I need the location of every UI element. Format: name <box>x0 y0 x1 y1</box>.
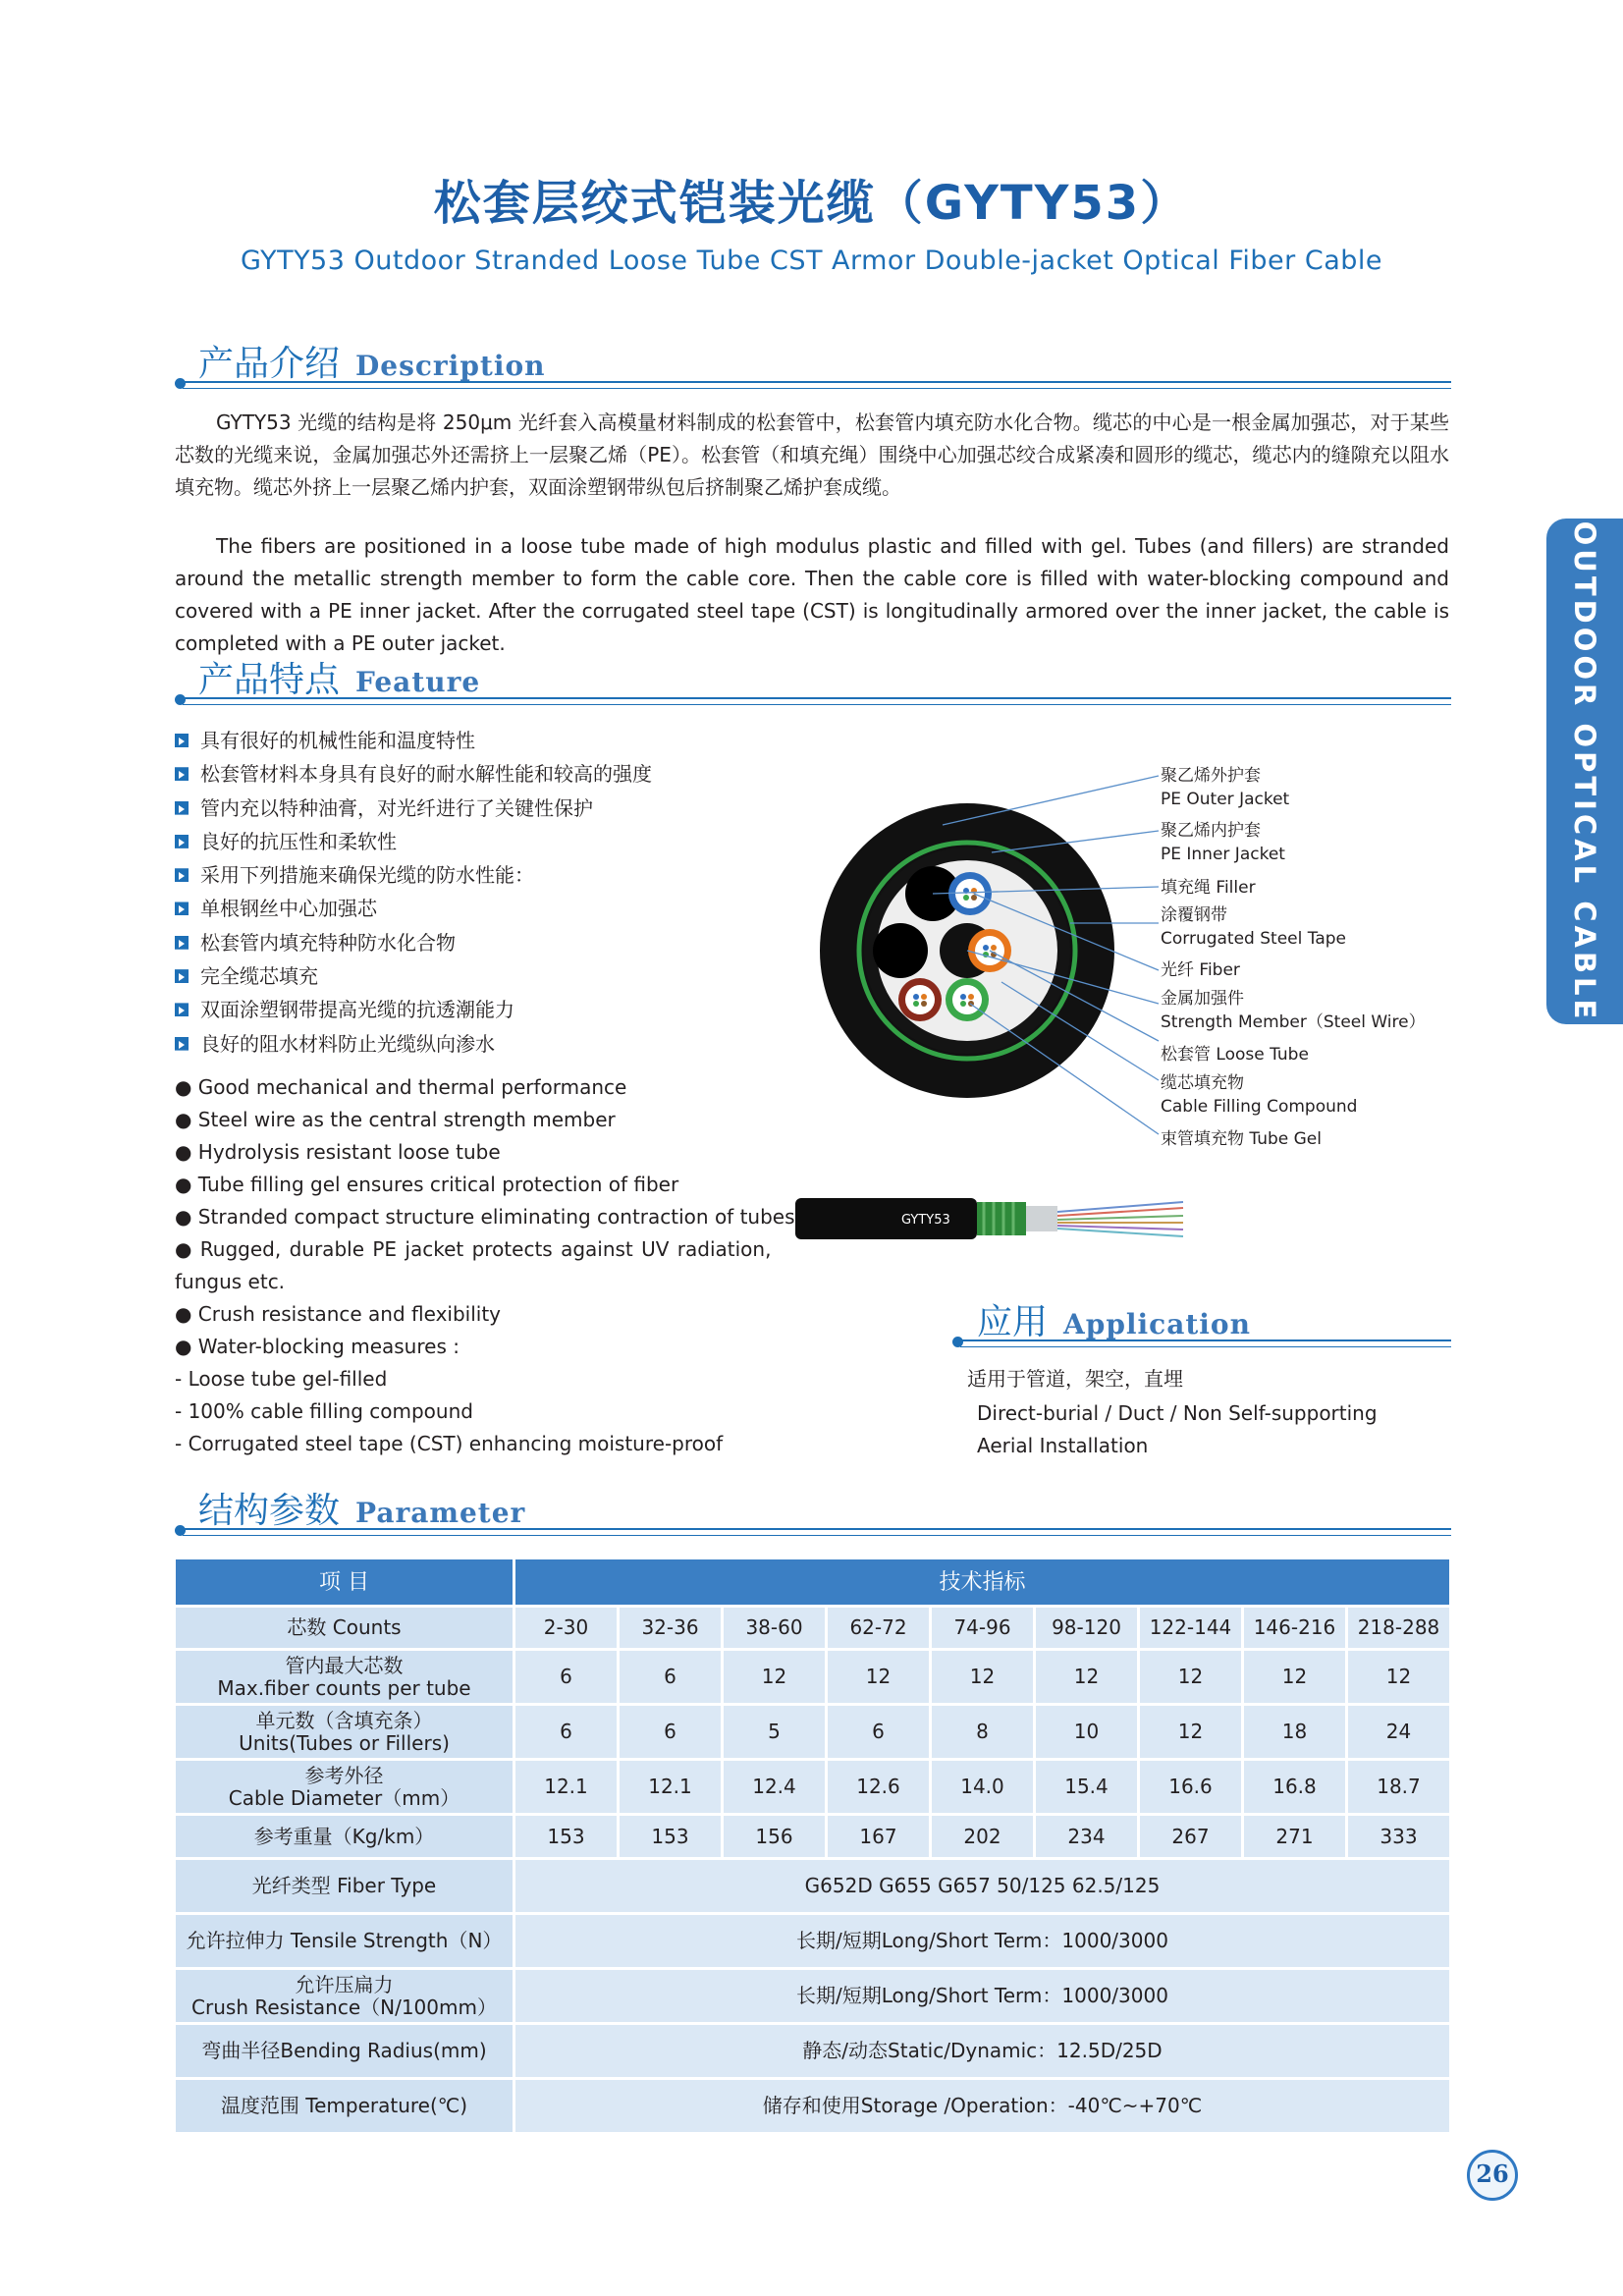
application-heading-en: Application <box>1063 1308 1251 1340</box>
diagram-label: 填充绳 Filler <box>1161 878 1256 898</box>
cable-cross-section <box>785 746 1178 1178</box>
diagram-label: 松套管 Loose Tube <box>1161 1045 1309 1065</box>
section-divider <box>183 381 1451 389</box>
feature-list-cn <box>175 724 764 1061</box>
parameter-heading-cn: 结构参数 <box>198 1491 341 1531</box>
page-title: 松套层绞式铠装光缆（GYTY53） <box>433 176 1190 231</box>
list-item: ● Crush resistance and flexibility <box>175 1302 502 1326</box>
table-row: 参考外径 Cable Diameter（mm） 12.1 12.1 12.4 12.6 14.0 15.4 16.6 16.8 18.7 <box>176 1761 1449 1813</box>
section-divider <box>183 1528 1451 1536</box>
list-item: ● Hydrolysis resistant loose tube <box>175 1140 501 1164</box>
list-item: ● Tube filling gel ensures critical protection of fiber <box>175 1173 679 1196</box>
section-divider <box>960 1339 1451 1347</box>
diagram-label: 束管填充物 Tube Gel <box>1161 1129 1322 1149</box>
list-item: 管内充以特种油膏，对光纤进行了关键性保护 <box>175 792 764 825</box>
table-row: 芯数 Counts 2-30 32-36 38-60 62-72 74-96 98-120 122-144 146-216 218-288 <box>176 1608 1449 1648</box>
table-row: 参考重量（Kg/km） 153 153 156 167 202 234 267 271 333 <box>176 1816 1449 1857</box>
description-heading-cn: 产品介绍 <box>198 344 341 384</box>
diagram-label: 聚乙烯外护套 PE Outer Jacket <box>1161 766 1290 809</box>
cable-print: GYTY53 <box>901 1213 950 1228</box>
application-text-en-2: Aerial Installation <box>977 1434 1149 1457</box>
description-en: The fibers are positioned in a loose tube made of high modulus plastic and filled with gel. Tubes (and fillers) are stranded around the metallic strength member to form the cable core. Then the cable core is filled with water-blocking compound and covered with a PE inner jacket. After the corrugated steel tape (CST) is longitudinally armored over the inner jacket, the cable is completed with a PE outer jacket. <box>175 534 1449 655</box>
side-tab-label: OUTDOOR OPTICAL CABLE <box>1568 520 1601 1022</box>
table-row: 允许拉伸力 Tensile Strength（N） 长期/短期Long/Short Term：1000/3000 <box>176 1915 1449 1967</box>
table-row: 允许压扁力 Crush Resistance（N/100mm） 长期/短期Long/Short Term：1000/3000 <box>176 1970 1449 2022</box>
table-row: 温度范围 Temperature(℃) 储存和使用Storage /Operation：-40℃~+70℃ <box>176 2080 1449 2132</box>
table-header-item: 项 目 <box>176 1559 513 1605</box>
list-item: - Corrugated steel tape (CST) enhancing moisture-proof <box>175 1432 724 1455</box>
list-item: 采用下列措施来确保光缆的防水性能： <box>175 858 764 892</box>
cable-side-view <box>795 1192 1188 1247</box>
list-item: ● Steel wire as the central strength member <box>175 1108 616 1131</box>
section-divider <box>183 697 1451 705</box>
description-heading-en: Description <box>355 350 546 382</box>
feature-heading <box>198 652 480 702</box>
diagram-label: 金属加强件 Strength Member（Steel Wire） <box>1161 989 1426 1032</box>
page-number: 26 <box>1467 2150 1518 2201</box>
table-row: 光纤类型 Fiber Type G652D G655 G657 50/125 62.5/125 <box>176 1860 1449 1912</box>
list-item: 松套管材料本身具有良好的耐水解性能和较高的强度 <box>175 757 764 791</box>
application-text-en-1: Direct-burial / Duct / Non Self-supporting <box>977 1401 1378 1425</box>
list-item: fungus etc. <box>175 1270 286 1293</box>
list-item: 单根钢丝中心加强芯 <box>175 892 764 925</box>
parameter-heading <box>198 1483 525 1533</box>
list-item: 良好的阻水材料防止光缆纵向渗水 <box>175 1027 764 1061</box>
application-heading-cn: 应用 <box>977 1302 1049 1342</box>
parameter-heading-en: Parameter <box>355 1497 526 1529</box>
diagram-label: 缆芯填充物 Cable Filling Compound <box>1161 1073 1358 1117</box>
diagram-label: 聚乙烯内护套 PE Inner Jacket <box>1161 821 1285 864</box>
list-item: - Loose tube gel-filled <box>175 1367 388 1391</box>
list-item: ● Stranded compact structure eliminating contraction of tubes <box>175 1205 795 1229</box>
application-text-cn: 适用于管道，架空，直埋 <box>967 1367 1183 1391</box>
list-item: 松套管内填充特种防水化合物 <box>175 926 764 959</box>
page-subtitle: GYTY53 Outdoor Stranded Loose Tube CST Armor Double-jacket Optical Fiber Cable <box>241 246 1382 276</box>
list-item: - 100% cable filling compound <box>175 1399 473 1423</box>
list-item: ● Rugged, durable PE jacket protects against UV radiation, <box>175 1237 772 1261</box>
list-item: 具有很好的机械性能和温度特性 <box>175 724 764 757</box>
feature-heading-cn: 产品特点 <box>198 660 341 700</box>
description-heading <box>198 336 546 386</box>
list-item: 良好的抗压性和柔软性 <box>175 825 764 858</box>
list-item: ● Good mechanical and thermal performance <box>175 1075 627 1099</box>
application-heading <box>977 1294 1251 1344</box>
parameter-table <box>173 1557 1452 2135</box>
feature-list-en <box>175 1071 795 1460</box>
table-row: 弯曲半径Bending Radius(mm) 静态/动态Static/Dynamic：12.5D/25D <box>176 2025 1449 2077</box>
list-item: ● Water-blocking measures : <box>175 1335 460 1358</box>
table-row: 单元数（含填充条） Units(Tubes or Fillers) 6 6 5 6 8 10 12 18 24 <box>176 1706 1449 1758</box>
list-item: 完全缆芯填充 <box>175 959 764 993</box>
filler-rod <box>873 923 928 978</box>
table-row: 管内最大芯数 Max.fiber counts per tube 6 6 12 12 12 12 12 12 12 <box>176 1651 1449 1703</box>
description-cn: GYTY53 光缆的结构是将 250μm 光纤套入高模量材料制成的松套管中，松套管内填充防水化合物。缆芯的中心是一根金属加强芯，对于某些芯数的光缆来说，金属加强芯外还需挤上一层聚乙烯（PE）。松套管（和填充绳）围绕中心加强芯绞合成紧凑和圆形的缆芯，缆芯内的缝隙充以阻水填充物。缆芯外挤上一层聚乙烯内护套，双面涂塑钢带纵包后挤制聚乙烯护套成缆。 <box>175 410 1449 499</box>
list-item: 双面涂塑钢带提高光缆的抗透潮能力 <box>175 993 764 1026</box>
diagram-label: 光纤 Fiber <box>1161 960 1240 980</box>
feature-heading-en: Feature <box>355 666 481 698</box>
table-header-spec: 技术指标 <box>515 1559 1449 1605</box>
diagram-label: 涂覆钢带 Corrugated Steel Tape <box>1161 905 1346 949</box>
